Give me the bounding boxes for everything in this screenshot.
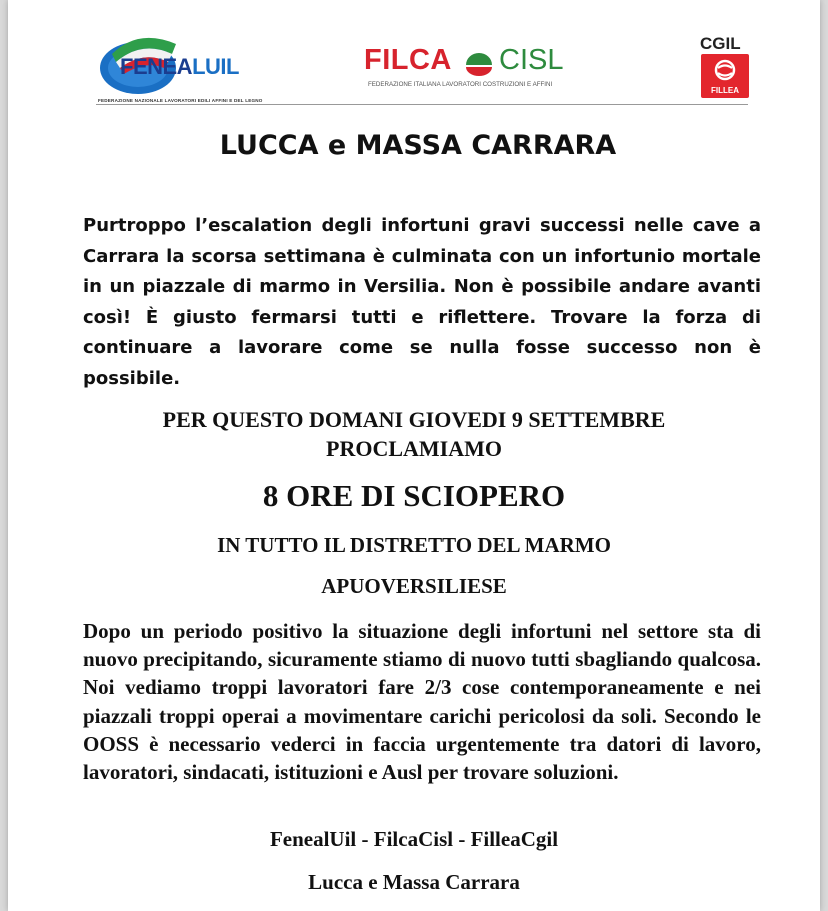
filcacisl-logo xyxy=(364,44,564,94)
announcement-line-2: PROCLAMIAMO xyxy=(326,436,502,461)
filcacisl-subtitle: FEDERAZIONE ITALIANA LAVORATORI COSTRUZIONI E AFFINI xyxy=(368,81,553,88)
intro-paragraph: Purtroppo l’escalation degli infortuni gravi successi nelle cave a Carrara la scorsa settimana è culminata con un infortunio mortale in un piazzale di marmo in Versilia. Non è possibile andare avanti così! È giusto fermarsi tutti e riflettere. Trovare la forza di continuare a lavorare come se nulla fosse successo non è possibile. xyxy=(83,215,761,389)
announcement xyxy=(8,405,820,463)
document-title: LUCCA e MASSA CARRARA xyxy=(219,130,617,161)
filca-wordmark: FILCA xyxy=(364,44,452,76)
signature-place: Lucca e Massa Carrara xyxy=(308,870,520,894)
cisl-wordmark: CISL xyxy=(499,44,564,76)
flyer-page xyxy=(8,0,820,911)
header-divider xyxy=(96,104,748,105)
fenealuil-subtitle: FEDERAZIONE NAZIONALE LAVORATORI EDILI AFFINI E DEL LEGNO xyxy=(98,98,263,103)
strike-heading: 8 ORE DI SCIOPERO xyxy=(262,478,566,513)
details-paragraph: Dopo un periodo positivo la situazione degli infortuni nel settore sta di nuovo precipitando, sicuramente stiamo di nuovo tutti sbagliando qualcosa. Noi vediamo troppi lavoratori fare 2/3 cose contemporaneamente e nei piazzali troppi operai a movimentare carichi pericolosi da soli. Secondo le OOSS è necessario vederci in faccia urgentemente tra datori di lavoro, lavoratori, sindacati, istituzioni e Ausl per trovare soluzioni. xyxy=(83,619,761,785)
half-circle-icon xyxy=(464,51,494,77)
announcement-line-1: PER QUESTO DOMANI GIOVEDI 9 SETTEMBRE xyxy=(162,407,666,432)
filleacgil-logo xyxy=(698,34,752,98)
fillea-wordmark: FILLEA xyxy=(711,86,739,95)
fillea-badge xyxy=(701,54,749,98)
fenealuil-logo xyxy=(94,26,274,106)
district-line-1: IN TUTTO IL DISTRETTO DEL MARMO xyxy=(217,533,611,557)
fenealuil-wordmark: FENEALUIL xyxy=(120,54,239,79)
cgil-wordmark: CGIL xyxy=(700,34,741,53)
signature-unions: FenealUil - FilcaCisl - FilleaCgil xyxy=(269,827,559,851)
fillea-swirl-icon xyxy=(713,59,737,81)
district-line-2: APUOVERSILIESE xyxy=(321,574,507,598)
